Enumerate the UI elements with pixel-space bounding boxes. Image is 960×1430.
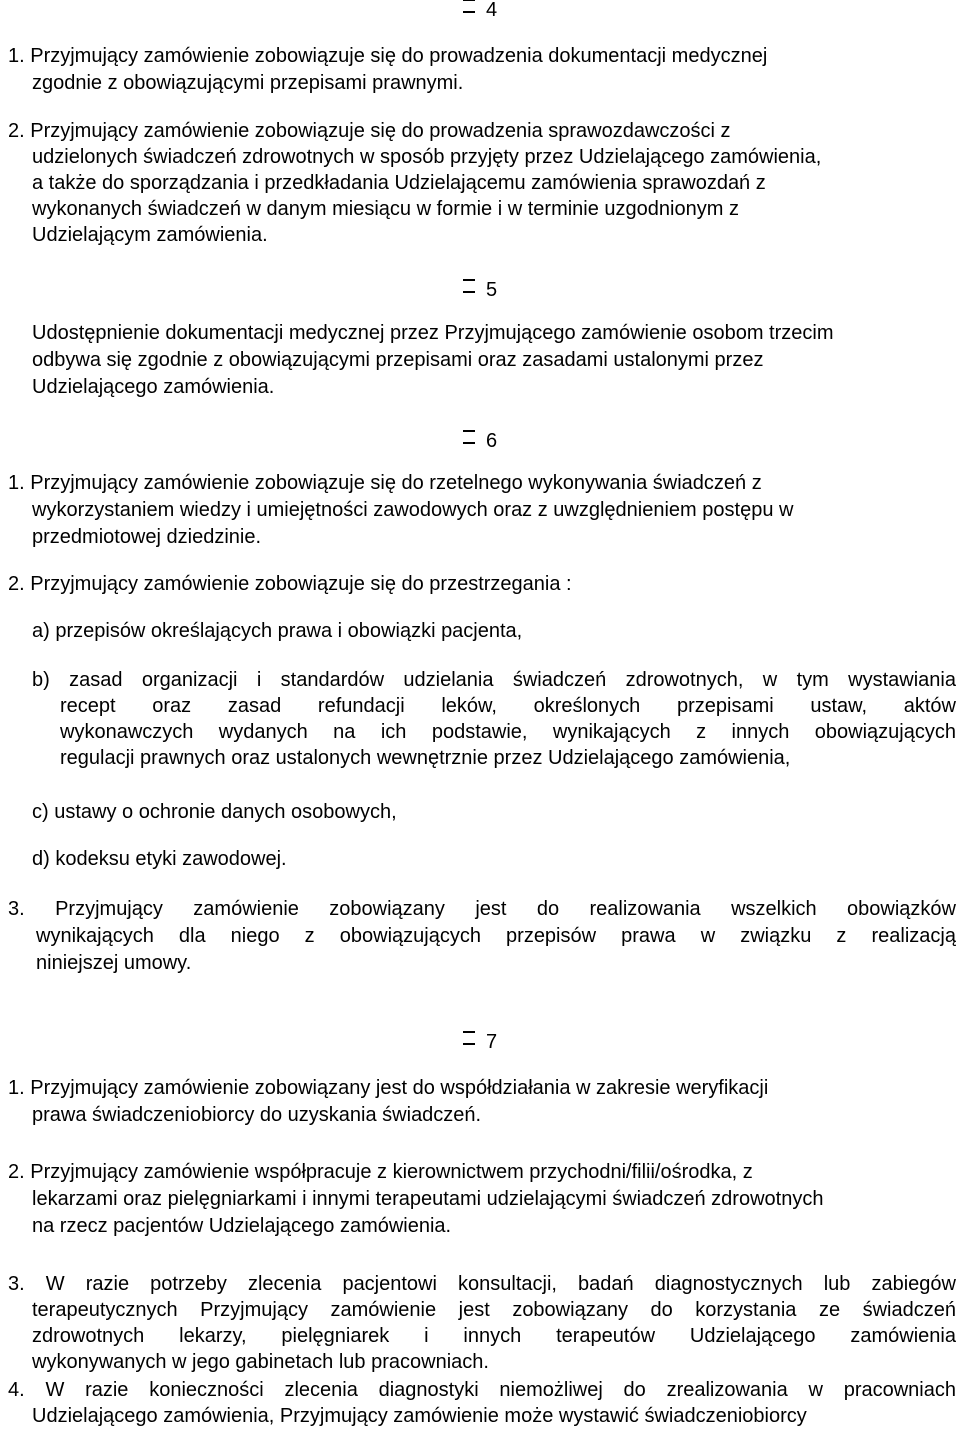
text-line: 4. W razie konieczności zlecenia diagnostyki niemożliwej do zrealizowania w pracowniach	[8, 1379, 956, 1401]
text-line: d) kodeksu etyki zawodowej.	[32, 848, 287, 870]
text-line: b) zasad organizacji i standardów udzielania świadczeń zdrowotnych, w tym wystawiania	[32, 669, 956, 691]
list-item-a	[32, 618, 960, 645]
text-line: 2. Przyjmujący zamówienie współpracuje z kierownictwem przychodni/filii/ośrodka, z	[8, 1161, 753, 1183]
text-line: odbywa się zgodnie z obowiązującymi przepisami oraz zasadami ustalonymi przez	[32, 349, 764, 371]
text-line: Udzielającym zamówienia.	[32, 224, 268, 246]
text-line: przedmiotowej dziedzinie.	[32, 526, 262, 548]
section-7-heading	[462, 1026, 497, 1052]
text-line: na rzecz pacjentów Udzielającego zamówienia.	[32, 1215, 452, 1237]
paragraph-7-2	[8, 1159, 960, 1240]
text-line: 3. Przyjmujący zamówienie zobowiązany jest do realizowania wszelkich obowiązków	[8, 898, 956, 920]
text-line: wykorzystaniem wiedzy i umiejętności zawodowych oraz z uwzględnieniem postępu w	[32, 499, 794, 521]
section-4-heading	[462, 0, 497, 20]
section-5-heading	[462, 274, 497, 300]
text-line: lekarzami oraz pielęgniarkami i innymi terapeutami udzielającymi świadczeń zdrowotnych	[32, 1188, 824, 1210]
list-item-c	[32, 799, 960, 826]
paragraph-6-2	[8, 571, 960, 598]
paragraph-6-1	[8, 470, 960, 551]
text-line: a także do sporządzania i przedkładania Udzielającemu zamówienia sprawozdań z	[32, 172, 766, 194]
text-line: 2. Przyjmujący zamówienie zobowiązuje się do prowadzenia sprawozdawczości z	[8, 120, 731, 142]
text-line: Udzielającego zamówienia, Przyjmujący zamówienie może wystawić świadczeniobiorcy	[32, 1405, 807, 1427]
paragraph-7-1	[8, 1075, 960, 1129]
text-line: c) ustawy o ochronie danych osobowych,	[32, 801, 397, 823]
paragraph-5	[32, 320, 960, 401]
paragraph-7-4	[8, 1377, 956, 1429]
text-line: 1. Przyjmujący zamówienie zobowiązuje się do rzetelnego wykonywania świadczeń z	[8, 472, 762, 494]
text-line: wykonywanych w jego gabinetach lub pracowniach.	[32, 1351, 489, 1373]
text-line: 2. Przyjmujący zamówienie zobowiązuje się do przestrzegania :	[8, 573, 572, 595]
section-sign-icon	[462, 1026, 476, 1052]
paragraph-6-3	[8, 896, 956, 977]
text-line: 1. Przyjmujący zamówienie zobowiązany jest do współdziałania w zakresie weryfikacji	[8, 1077, 769, 1099]
text-line: a) przepisów określających prawa i obowiązki pacjenta,	[32, 620, 523, 642]
text-line: wynikających dla niego z obowiązujących przepisów prawa w związku z realizacją	[36, 925, 956, 947]
text-line: Udzielającego zamówienia.	[32, 376, 275, 398]
text-line: zgodnie z obowiązującymi przepisami prawnymi.	[32, 72, 464, 94]
section-sign-icon	[462, 274, 476, 300]
text-line: terapeutycznych Przyjmujący zamówienie jest zobowiązany do korzystania ze świadczeń	[32, 1299, 956, 1321]
text-line: 3. W razie potrzeby zlecenia pacjentowi konsultacji, badań diagnostycznych lub zabiegów	[8, 1273, 956, 1295]
paragraph-4-1	[8, 43, 960, 97]
section-sign-icon	[462, 0, 476, 20]
section-number: 7	[486, 1031, 498, 1053]
text-line: wykonanych świadczeń w danym miesiącu w formie i w terminie uzgodnionym z	[32, 198, 739, 220]
section-number: 4	[486, 0, 498, 21]
text-line: Udostępnienie dokumentacji medycznej przez Przyjmującego zamówienie osobom trzecim	[32, 322, 834, 344]
text-line: 1. Przyjmujący zamówienie zobowiązuje się do prowadzenia dokumentacji medycznej	[8, 45, 768, 67]
section-number: 6	[486, 430, 498, 452]
text-line: wykonawczych wydanych na ich podstawie, wynikających z innych obowiązujących	[60, 721, 956, 743]
text-line: niniejszej umowy.	[36, 952, 192, 974]
text-line: recept oraz zasad refundacji leków, określonych przepisami ustaw, aktów	[60, 695, 956, 717]
list-item-d	[32, 846, 960, 873]
text-line: regulacji prawnych oraz ustalonych wewnętrznie przez Udzielającego zamówienia,	[60, 747, 791, 769]
section-number: 5	[486, 279, 498, 301]
text-line: prawa świadczeniobiorcy do uzyskania świadczeń.	[32, 1104, 482, 1126]
list-item-b	[32, 667, 956, 771]
paragraph-4-2	[8, 118, 960, 248]
text-line: udzielonych świadczeń zdrowotnych w sposób przyjęty przez Udzielającego zamówienia,	[32, 146, 822, 168]
paragraph-7-3	[8, 1271, 956, 1375]
text-line: zdrowotnych lekarzy, pielęgniarek i innych terapeutów Udzielającego zamówienia	[32, 1325, 956, 1347]
section-sign-icon	[462, 425, 476, 451]
section-6-heading	[462, 425, 497, 451]
